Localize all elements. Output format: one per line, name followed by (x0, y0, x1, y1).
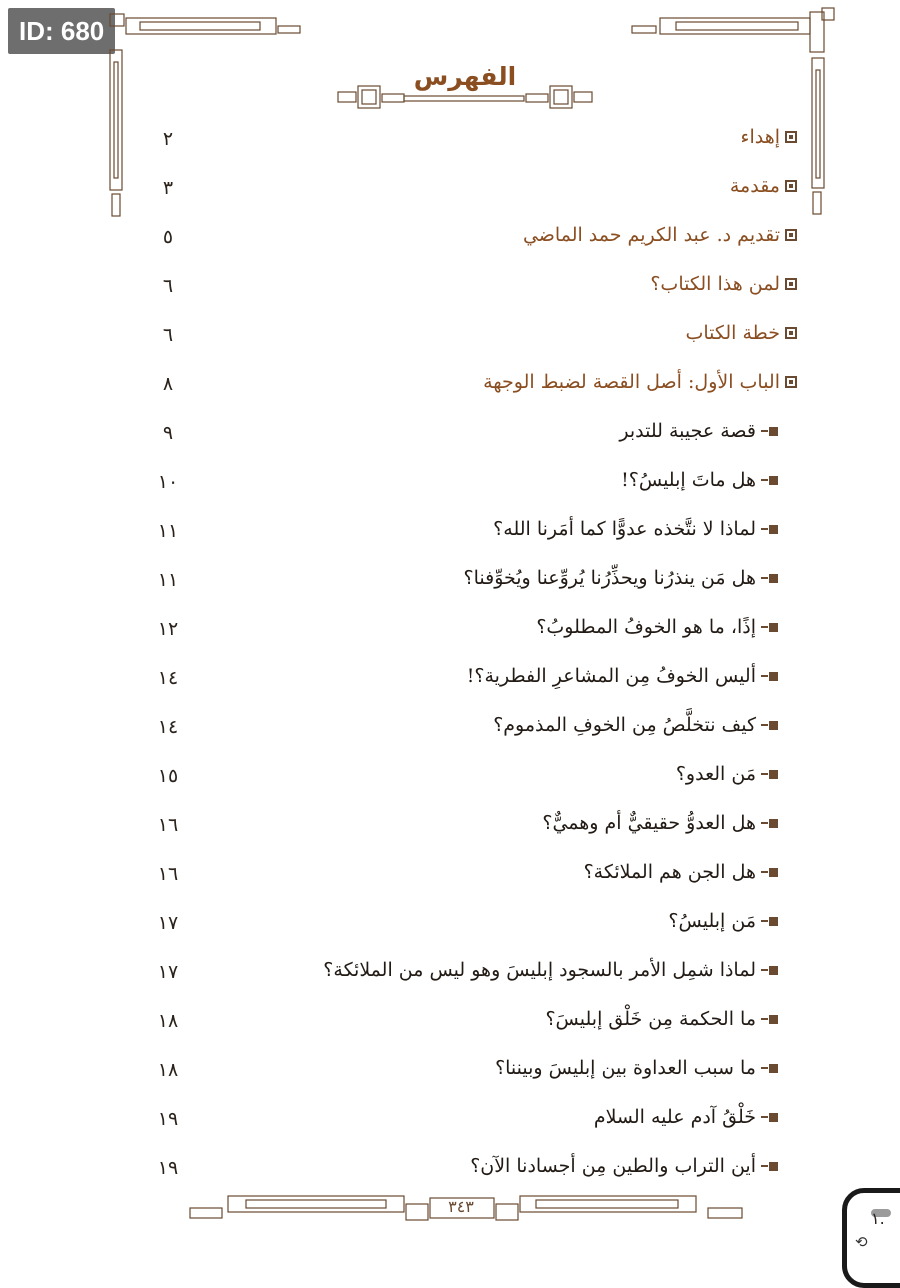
toc-title: لماذا شمِل الأمر بالسجود إبليسَ وهو ليس من الملائكة؟ (323, 959, 756, 981)
toc-entry (685, 322, 797, 344)
toc-title: لمن هذا الكتاب؟ (650, 273, 780, 295)
toc-entry (523, 224, 797, 246)
toc-page-number: ٥ (162, 226, 174, 248)
dash-bullet-icon (761, 1162, 778, 1171)
toc-page-number: ٩ (162, 422, 174, 444)
toc-title: الباب الأول: أصل القصة لضبط الوجهة (483, 371, 780, 393)
phone-status-pill: ١. (871, 1209, 891, 1217)
phone-overlay (842, 1188, 900, 1288)
toc-page-number: ١٦ (157, 814, 179, 836)
page-number: ٣٤٣ (448, 1197, 474, 1216)
toc-title: إهداء (740, 126, 780, 148)
toc-entry (650, 273, 797, 295)
toc-title: مقدمة (729, 175, 780, 197)
toc-title: كيف نتخلَّصُ مِن الخوفِ المذموم؟ (493, 714, 756, 736)
history-icon[interactable]: ⟲ (855, 1233, 868, 1251)
toc-title: قصة عجيبة للتدبر (619, 420, 756, 442)
square-bullet-icon (785, 376, 797, 388)
toc-row[interactable] (0, 655, 900, 704)
toc-entry (621, 469, 778, 491)
dash-bullet-icon (761, 623, 778, 632)
toc-entry (545, 1008, 778, 1030)
page-title: الفهرس (413, 62, 517, 91)
toc-entry (536, 616, 778, 638)
square-bullet-icon (785, 278, 797, 290)
toc-page-number: ١٨ (157, 1010, 179, 1032)
square-bullet-icon (785, 327, 797, 339)
dash-bullet-icon (761, 966, 778, 975)
square-bullet-icon (785, 180, 797, 192)
toc-page-number: ٦ (162, 324, 174, 346)
dash-bullet-icon (761, 672, 778, 681)
toc-page-number: ١٤ (157, 716, 179, 738)
toc-row[interactable] (0, 459, 900, 508)
toc-row[interactable] (0, 410, 900, 459)
toc-row[interactable] (0, 312, 900, 361)
toc-entry (464, 567, 779, 589)
toc-title: هل ماتَ إبليسُ؟! (621, 469, 756, 491)
toc-row[interactable] (0, 165, 900, 214)
toc-row[interactable] (0, 606, 900, 655)
toc-title: هل مَن ينذرُنا ويحذِّرُنا يُروِّعنا ويُخوِّفنا؟ (463, 567, 756, 589)
dash-bullet-icon (761, 476, 778, 485)
toc-row[interactable] (0, 361, 900, 410)
dash-bullet-icon (761, 1064, 778, 1073)
toc-row[interactable] (0, 116, 900, 165)
toc-entry (741, 126, 797, 148)
toc-title: مَن العدو؟ (675, 763, 756, 785)
toc-entry (483, 371, 797, 393)
toc-title: هل الجن هم الملائكة؟ (583, 861, 756, 883)
dash-bullet-icon (761, 525, 778, 534)
toc-row[interactable] (0, 214, 900, 263)
dash-bullet-icon (761, 721, 778, 730)
toc-row[interactable] (0, 1047, 900, 1096)
toc-entry (542, 812, 778, 834)
toc-row[interactable] (0, 1145, 900, 1194)
toc-entry (668, 910, 778, 932)
toc-title: مَن إبليسُ؟ (668, 910, 756, 932)
toc-row[interactable] (0, 263, 900, 312)
toc-page-number: ١٦ (157, 863, 179, 885)
toc-title: إذًا، ما هو الخوفُ المطلوبُ؟ (536, 616, 756, 638)
toc-page-number: ١٤ (157, 667, 179, 689)
toc-row[interactable] (0, 557, 900, 606)
toc-title: خطة الكتاب (685, 322, 780, 344)
dash-bullet-icon (761, 1113, 778, 1122)
toc-entry (467, 665, 778, 687)
toc-entry (495, 1057, 778, 1079)
toc-page-number: ١٩ (157, 1108, 179, 1130)
toc-page-number: ١٧ (157, 912, 179, 934)
toc-title: أليس الخوفُ مِن المشاعرِ الفطرية؟! (466, 665, 756, 687)
toc-entry (619, 420, 778, 442)
toc-row[interactable] (0, 998, 900, 1047)
toc-page-number: ١١ (157, 520, 179, 542)
toc-row[interactable] (0, 900, 900, 949)
toc-title: ما سبب العداوة بين إبليسَ وبيننا؟ (495, 1057, 756, 1079)
toc-row[interactable] (0, 802, 900, 851)
toc-title: لماذا لا نتَّخذه عدوًّا كما أمَرنا الله؟ (493, 518, 756, 540)
toc-page-number: ١٧ (157, 961, 179, 983)
dash-bullet-icon (761, 868, 778, 877)
toc-title: ما الحكمة مِن خَلْق إبليسَ؟ (545, 1008, 756, 1030)
dash-bullet-icon (761, 574, 778, 583)
toc-entry (584, 861, 778, 883)
toc-entry (676, 763, 778, 785)
toc-entry (493, 714, 778, 736)
square-bullet-icon (785, 131, 797, 143)
toc-page-number: ١٥ (157, 765, 179, 787)
dash-bullet-icon (761, 427, 778, 436)
toc-title: خَلْقُ آدم عليه السلام (593, 1106, 756, 1128)
toc-entry (323, 959, 778, 981)
toc-page-number: ١٠ (157, 471, 179, 493)
toc-title: هل العدوُّ حقيقيٌّ أم وهميٌّ؟ (542, 812, 756, 834)
toc-title: تقديم د. عبد الكريم حمد الماضي (522, 224, 780, 246)
toc-page-number: ١١ (157, 569, 179, 591)
toc-title: أين التراب والطين مِن أجسادنا الآن؟ (470, 1155, 756, 1177)
toc-page-number: ١٩ (157, 1157, 179, 1179)
toc-row[interactable] (0, 753, 900, 802)
toc-page-number: ٣ (162, 177, 174, 199)
toc-row[interactable] (0, 704, 900, 753)
toc-entry (730, 175, 797, 197)
id-badge: ID: 680 (8, 8, 115, 54)
dash-bullet-icon (761, 1015, 778, 1024)
table-of-contents (0, 116, 900, 1194)
toc-page-number: ١٢ (157, 618, 179, 640)
dash-bullet-icon (761, 770, 778, 779)
square-bullet-icon (785, 229, 797, 241)
toc-page-number: ٨ (162, 373, 174, 395)
toc-page-number: ١٨ (157, 1059, 179, 1081)
toc-row[interactable] (0, 1096, 900, 1145)
dash-bullet-icon (761, 917, 778, 926)
toc-entry (594, 1106, 778, 1128)
toc-page-number: ٦ (162, 275, 174, 297)
toc-entry (470, 1155, 778, 1177)
dash-bullet-icon (761, 819, 778, 828)
toc-entry (493, 518, 778, 540)
toc-row[interactable] (0, 949, 900, 998)
toc-page-number: ٢ (162, 128, 174, 150)
toc-row[interactable] (0, 508, 900, 557)
toc-row[interactable] (0, 851, 900, 900)
